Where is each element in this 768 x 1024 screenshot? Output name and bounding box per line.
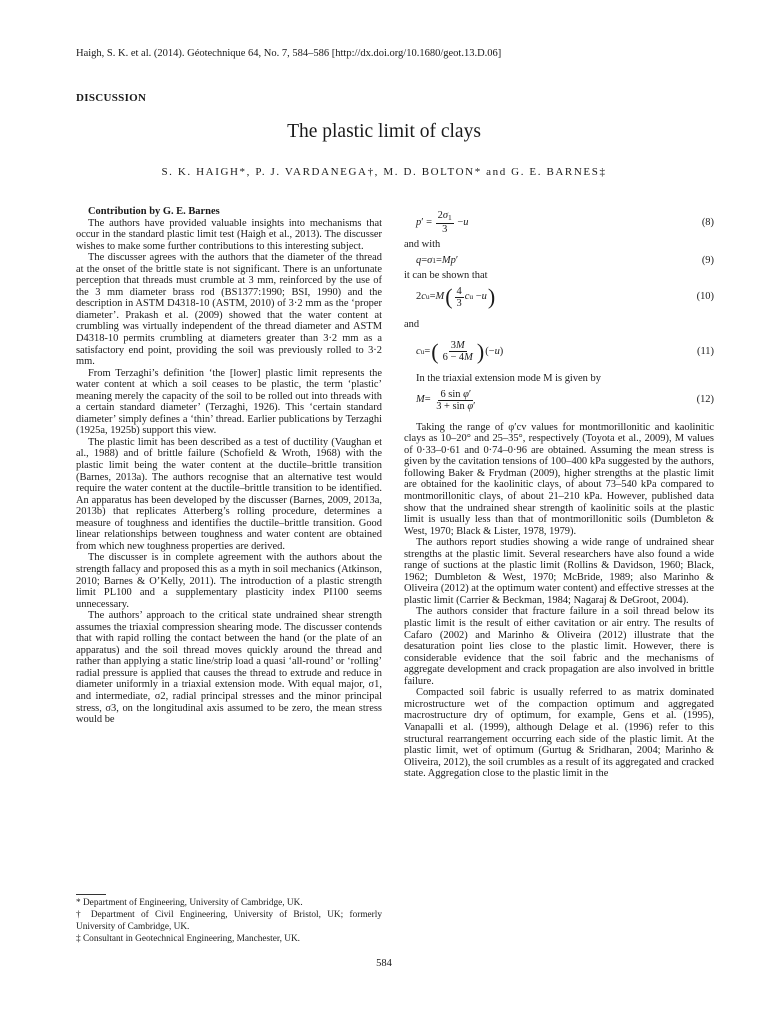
equation-9 <box>404 255 714 267</box>
equation-number: (8) <box>701 216 714 228</box>
equation-number: (10) <box>696 291 714 303</box>
equation-lead-text: it can be shown that <box>404 270 488 282</box>
equation-number: (11) <box>696 345 714 357</box>
equation-lead-text: and <box>404 318 420 330</box>
equation-body: c u = ( $\frac{3M}{6 - 4M}$ ) (− u ) <box>416 338 504 364</box>
equation-body: M = $\frac{\text{6 sin φ′}}{\text{3 + sin φ′}}$ <box>416 388 476 412</box>
paragraph: The authors report studies showing a wide range of undrained shear strengths at the plastic limit. Several researchers have also found a wide range of suctions at the plastic limit (Rollins & Davidson, 1960; Black, 1962; Dumbleton & West, 1970; McBride, 1989; also Marinho & Oliveira (2012) at the optimum water content) and effective stresses at the plastic limit (Carrier & Beckman, 1984; Nagaraj & DeGroot, 2004). <box>404 537 714 606</box>
footnote: * Department of Engineering, University of Cambridge, UK. <box>76 898 303 908</box>
footnotes <box>76 898 382 946</box>
footnote-rule <box>76 894 106 895</box>
equation-lead-text: and with <box>404 239 441 250</box>
equation-10 <box>404 286 714 309</box>
contribution-subheading: Contribution by G. E. Barnes <box>88 206 220 217</box>
author-list: S. K. HAIGH*, P. J. VARDANEGA†, M. D. BOLTON* and G. E. BARNES‡ <box>161 166 607 178</box>
equation-8 <box>404 210 714 235</box>
equation-number: (12) <box>696 394 714 406</box>
paragraph: The plastic limit has been described as a test of ductility (Vaughan et al., 1988) and of brittle failure (Schofield & Wroth, 1968) with the plastic limit being the water content at the ductile–brittle transition (Barnes, 2013a). The authors recognise that an alternative test would require the water content at the ductile–brittle transition to be identified. An apparatus has been developed by the discusser (Barnes, 2009, 2013a, 2013b) that replicates Atterberg’s rolling procedure, determines a measure of toughness and identifies the ductile–brittle transition. Good linear relationships between toughness and water content are obtained from which new toughness properties are derived. <box>76 436 382 552</box>
footnote: ‡ Consultant in Geotechnical Engineering, Manchester, UK. <box>76 933 300 944</box>
equation-body: p ′ = $\frac{2\sigma_1}{3}$ − u <box>416 210 469 235</box>
paragraph: The discusser agrees with the authors that the diameter of the thread at the onset of the brittle state is not significant. There is an unfortunate perception that threads must crumble at 3 mm, reinforced by the use of the 3 mm diameter brass rod (BS1377:1990; BSI, 1990) and the description in ASTM D4318-10 (ASTM, 2010) of 3·2 mm as the ‘proper diameter’. Prakash et al. (2009) showed that the water content at crumbling was virtually independent of the thread diameter and ASTM D4318-10 permits crumbling at diameters greater than 3·2 mm as a satisfactory end point, providing the soil was previously rolled to 3·2 mm. <box>76 252 382 368</box>
paper-title: The plastic limit of clays <box>287 121 481 142</box>
section-label: DISCUSSION <box>76 92 147 104</box>
paragraph: The authors consider that fracture failure in a soil thread below its plastic limit is the result of either cavitation or air entry. The results of Cafaro (2002) and Marinho & Oliveira (2012) illustrate that the desaturation point lies close to the plastic limit. However, there is considerable evidence that the soil fabric and the mechanisms of aggregate development and crack propagation are also involved in brittle failure. <box>404 606 714 687</box>
equation-body: 2 c u = M ( $\frac{4}{3}$ c u − u ) <box>416 284 496 310</box>
paragraph: The authors have provided valuable insights into mechanisms that occur in the standard plastic limit test (Haigh et al., 2013). The discusser wishes to make some further contributions to this interesting subject. <box>76 217 382 252</box>
left-column <box>76 206 382 726</box>
equation-number: (9) <box>701 254 714 266</box>
right-column <box>404 206 714 780</box>
paragraph: From Terzaghi’s definition ‘the [lower] plastic limit represents the water content at which a soil ceases to be plastic, the term ‘plastic’ meaning merely the capacity of the soil to be rolled out into threads with a certain standard diameter’ (Terzaghi, 1926). This ‘certain standard diameter’ simply defines a ‘thin’ thread. Earlier publications by Terzaghi (1925a, 1925b) support this view. <box>76 367 382 437</box>
citation-header: Haigh, S. K. et al. (2014). Géotechnique 64, No. 7, 584–586 [http://dx.doi.org/10.1680/geot.13.D.06] <box>76 48 502 59</box>
paragraph: Compacted soil fabric is usually referred to as matrix dominated microstructure wet of the compaction optimum and aggregated macrostructure dry of optimum, for example, Gens et al. (1995), Vanapalli et al. (1999), although Delage et al. (1996) refer to this structural rearrangement occurring each side of the plastic limit. At the plastic limit, wet of optimum (Gurtug & Sridharan, 2004; Marinho & Oliveira, 2012), the soil crumbles as a result of its aggregated and cracked state. Aggregation close to the plastic limit in the <box>404 687 714 780</box>
equation-body: q = σ 1 = Mp ′ <box>416 254 459 266</box>
page-number: 584 <box>376 958 392 969</box>
equation-lead-text: In the triaxial extension mode M is given by <box>416 373 601 385</box>
footnote: † Department of Civil Engineering, University of Bristol, UK; formerly University of Cambridge, UK. <box>76 910 382 932</box>
equation-11 <box>404 340 714 363</box>
paragraph: The discusser is in complete agreement with the authors about the strength fallacy and proposed this as a myth in soil mechanics (Atkinson, 2010; Barnes & O’Kelly, 2011). The introduction of a plastic strength limit PL100 and a supplementary plasticity index PI100 seems unnecessary. <box>76 552 382 610</box>
equation-12 <box>404 389 714 412</box>
paragraph: Taking the range of φ′cv values for montmorillonitic and kaolinitic clays as 10–20° and 25–35°, respectively (Toyota et al., 2009), M values of 0·33–0·61 and 0·74–0·96 are obtained. Assuming the mean stress is given by the cavitation tensions of 100–400 kPa suggested by the authors, following Baker & Frydman (2009), higher strengths at the plastic limit are obtained for the kaolinitic clays, of about 73–540 kPa compared to montmorillonitic clays, of about 21–210 kPa. However, published data show that the undrained shear strength of kaolinitic soils at the plastic limit is usually less than that of montmorillonitic soils (Dumbleton & West, 1970; Black & Lister, 1978, 1979). <box>404 421 714 537</box>
paragraph: The authors’ approach to the critical state undrained shear strength assumes the triaxial compression shearing mode. The discusser contends that with rapid rolling the contact between the hand (or the plate of an apparatus) and the soil thread moves quickly around the thread and rather than applying a static line/strip load a quasi ‘all-round’ or ‘rolling’ radial pressure is applied that causes the thread to extrude and reduce in diameter uniformly in a triaxial extension mode. With equal major, σ1, and intermediate, σ2, radial principal stresses and the minor principal stress, σ3, on the longitudinal axis assumed to be zero, the mean stress would be <box>76 610 382 726</box>
